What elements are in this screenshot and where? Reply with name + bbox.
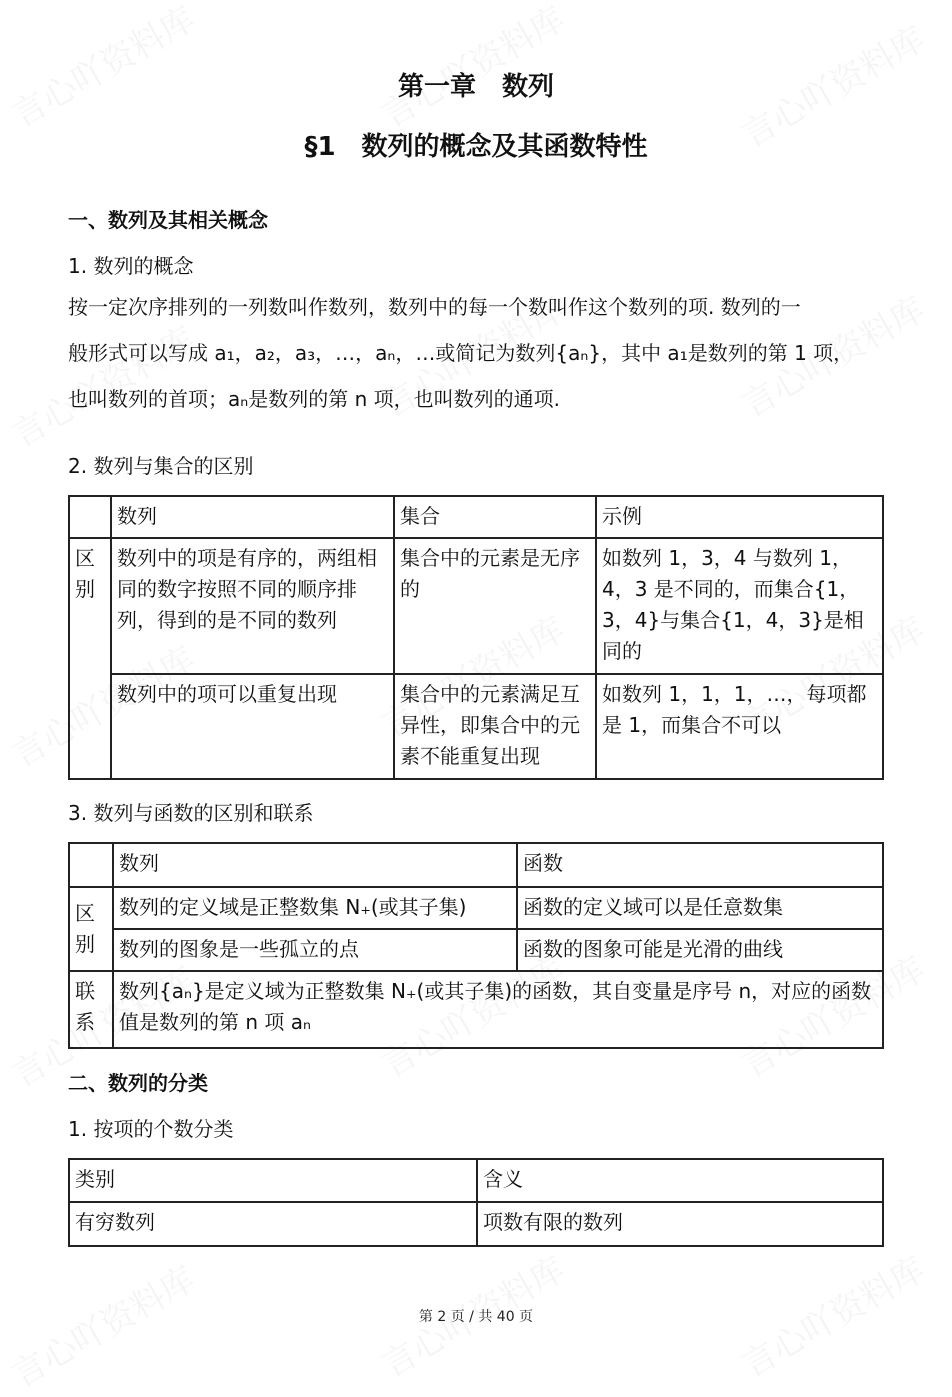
table-header: 类别: [69, 1159, 477, 1202]
sequence-set-table: [68, 495, 884, 780]
sub3-heading: 3. 数列与函数的区别和联系: [68, 801, 314, 825]
paragraph-line: 按一定次序排列的一列数叫作数列，数列中的每一个数叫作这个数列的项. 数列的一: [68, 295, 801, 319]
table-header: 示例: [596, 496, 883, 538]
table-cell: 如数列 1，3，4 与数列 1，4，3 是不同的，而集合{1，3，4}与集合{1，4，3}是相同的: [596, 538, 883, 674]
classification-table: [68, 1158, 884, 1247]
table-row: [69, 929, 883, 971]
sub1-heading: 1. 数列的概念: [68, 254, 194, 278]
table-cell: 如数列 1，1，1，…，每项都是 1，而集合不可以: [596, 674, 883, 779]
table-row: [69, 1202, 883, 1246]
table-header: 数列: [113, 843, 517, 887]
row-label: 区别: [69, 887, 113, 971]
table-cell: 项数有限的数列: [477, 1202, 883, 1246]
table-header: 数列: [111, 496, 394, 538]
table-header: 函数: [517, 843, 883, 887]
concept-paragraph: [68, 284, 888, 422]
table-cell: 数列中的项可以重复出现: [111, 674, 394, 779]
table-row: [69, 887, 883, 929]
part2-heading: 二、数列的分类: [68, 1071, 208, 1095]
chapter-title: 第一章 数列: [397, 72, 554, 102]
table-cell: 集合中的元素是无序的: [394, 538, 596, 674]
table-row: [69, 538, 883, 674]
table-cell: 数列的定义域是正整数集 N₊(或其子集): [113, 887, 517, 929]
table-header: 含义: [477, 1159, 883, 1202]
section-title: §1 数列的概念及其函数特性: [304, 132, 648, 162]
table-cell: [69, 843, 113, 887]
part2-sub1-heading: 1. 按项的个数分类: [68, 1117, 234, 1141]
table-cell: [69, 496, 111, 538]
part1-heading: 一、数列及其相关概念: [68, 208, 268, 232]
table-cell: 数列{aₙ}是定义域为正整数集 N₊(或其子集)的函数，其自变量是序号 n，对应的函数值是数列的第 n 项 aₙ: [113, 971, 883, 1048]
table-cell: 函数的定义域可以是任意数集: [517, 887, 883, 929]
row-label: 区别: [69, 538, 111, 779]
sub2-heading: 2. 数列与集合的区别: [68, 454, 254, 478]
table-row: [69, 674, 883, 779]
row-label: 联系: [69, 971, 113, 1048]
table-header-row: [69, 496, 883, 538]
table-cell: 数列的图象是一些孤立的点: [113, 929, 517, 971]
page-footer: 第 2 页 / 共 40 页: [418, 1309, 534, 1325]
table-cell: 集合中的元素满足互异性，即集合中的元素不能重复出现: [394, 674, 596, 779]
table-cell: 函数的图象可能是光滑的曲线: [517, 929, 883, 971]
table-header: 集合: [394, 496, 596, 538]
table-cell: 有穷数列: [69, 1202, 477, 1246]
sequence-function-table: [68, 842, 884, 1049]
table-header-row: [69, 843, 883, 887]
table-row: [69, 971, 883, 1048]
table-header-row: [69, 1159, 883, 1202]
paragraph-line: 也叫数列的首项；aₙ是数列的第 n 项，也叫数列的通项.: [68, 387, 560, 411]
paragraph-line: 般形式可以写成 a₁，a₂，a₃，…，aₙ，…或简记为数列{aₙ}，其中 a₁是数列的第 1 项，: [68, 341, 854, 365]
table-cell: 数列中的项是有序的，两组相同的数字按照不同的顺序排列，得到的是不同的数列: [111, 538, 394, 674]
